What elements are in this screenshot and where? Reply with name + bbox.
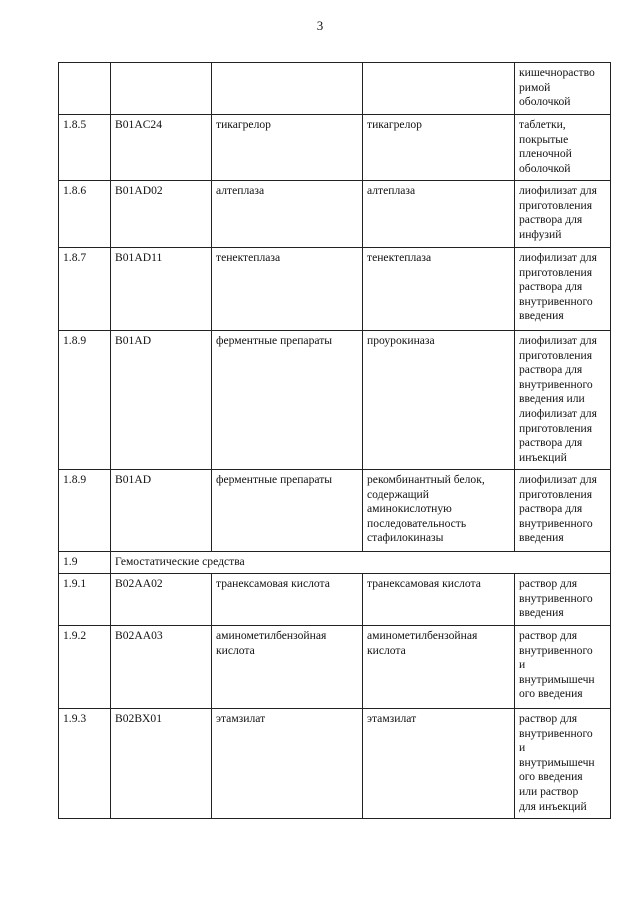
cell-atc: B01AD <box>111 331 212 470</box>
cell-code: 1.9.2 <box>59 626 111 709</box>
cell-code: 1.9.3 <box>59 709 111 819</box>
table-row <box>59 63 611 115</box>
cell-group: тикагрелор <box>212 115 363 181</box>
section-row <box>59 552 611 574</box>
cell-atc: B01AD <box>111 470 212 552</box>
table-row <box>59 248 611 331</box>
cell-group: ферментные препараты <box>212 331 363 470</box>
cell-code: 1.8.9 <box>59 331 111 470</box>
cell-atc <box>111 63 212 115</box>
cell-inn <box>363 63 515 115</box>
cell-inn: этамзилат <box>363 709 515 819</box>
cell-group: ферментные препараты <box>212 470 363 552</box>
cell-code: 1.8.9 <box>59 470 111 552</box>
cell-form: таблетки, покрытые пленочной оболочкой <box>515 115 611 181</box>
cell-group: аминометилбензойная кислота <box>212 626 363 709</box>
cell-inn: тикагрелор <box>363 115 515 181</box>
cell-form: раствор для внутривенного введения <box>515 574 611 626</box>
table-row <box>59 574 611 626</box>
cell-form: кишечнораство римой оболочкой <box>515 63 611 115</box>
cell-atc: B01AC24 <box>111 115 212 181</box>
cell-inn: проурокиназа <box>363 331 515 470</box>
cell-form: лиофилизат для приготовления раствора для внутривенного введения <box>515 470 611 552</box>
cell-inn: аминометилбензойная кислота <box>363 626 515 709</box>
table-row <box>59 181 611 248</box>
cell-form: лиофилизат для приготовления раствора для внутривенного введения <box>515 248 611 331</box>
cell-inn: рекомбинантный белок, содержащий аминокислотную последовательность стафилокиназы <box>363 470 515 552</box>
cell-form: лиофилизат для приготовления раствора для внутривенного введения или лиофилизат для приготовления раствора для инъекций <box>515 331 611 470</box>
cell-atc: B01AD11 <box>111 248 212 331</box>
cell-code: 1.8.7 <box>59 248 111 331</box>
cell-form: лиофилизат для приготовления раствора для инфузий <box>515 181 611 248</box>
table-row <box>59 709 611 819</box>
cell-atc: B01AD02 <box>111 181 212 248</box>
cell-inn: тенектеплаза <box>363 248 515 331</box>
cell-group: тенектеплаза <box>212 248 363 331</box>
cell-group <box>212 63 363 115</box>
table-row <box>59 470 611 552</box>
page-number: 3 <box>316 18 324 33</box>
cell-atc: B02BX01 <box>111 709 212 819</box>
table-row <box>59 626 611 709</box>
section-title: Гемостатические средства <box>111 552 611 574</box>
cell-group: этамзилат <box>212 709 363 819</box>
table-row <box>59 331 611 470</box>
drug-table <box>58 62 611 819</box>
cell-inn: алтеплаза <box>363 181 515 248</box>
cell-group: алтеплаза <box>212 181 363 248</box>
cell-atc: B02AA02 <box>111 574 212 626</box>
cell-form: раствор для внутривенного и внутримышечн ого введения или раствор для инъекций <box>515 709 611 819</box>
cell-inn: транексамовая кислота <box>363 574 515 626</box>
cell-form: раствор для внутривенного и внутримышечн ого введения <box>515 626 611 709</box>
cell-group: транексамовая кислота <box>212 574 363 626</box>
cell-code <box>59 63 111 115</box>
cell-code: 1.8.5 <box>59 115 111 181</box>
cell-code: 1.9.1 <box>59 574 111 626</box>
section-code: 1.9 <box>59 552 111 574</box>
cell-atc: B02AA03 <box>111 626 212 709</box>
cell-code: 1.8.6 <box>59 181 111 248</box>
table-row <box>59 115 611 181</box>
